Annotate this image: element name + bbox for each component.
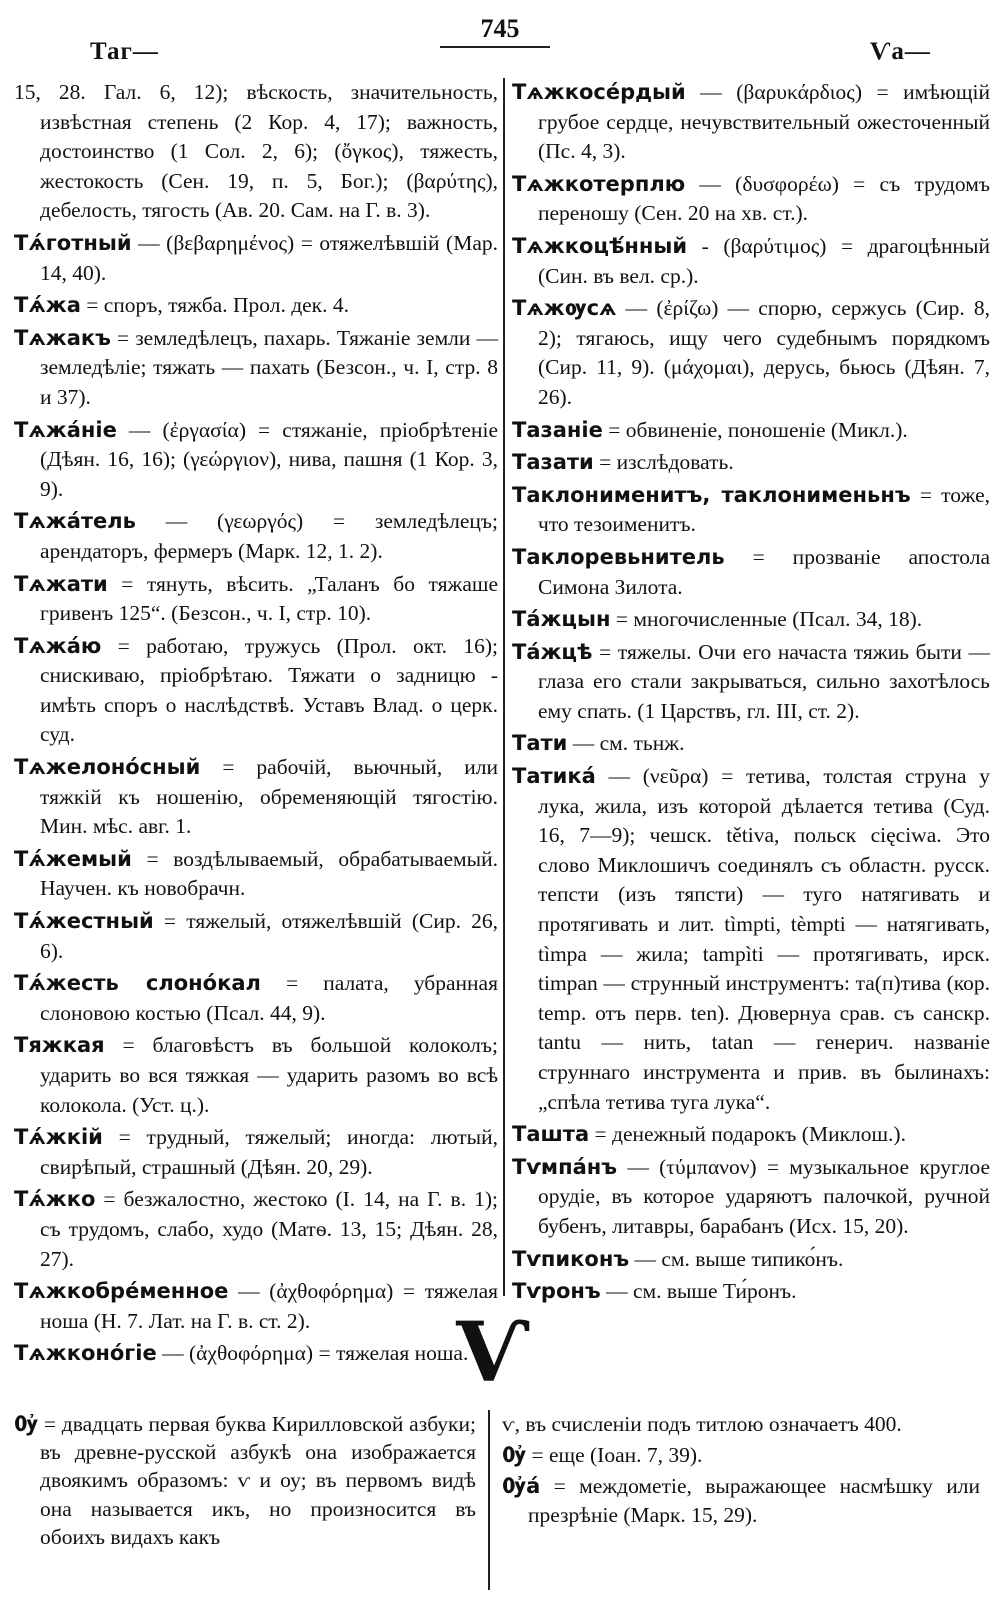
entry-definition: = трудный, тяжелый; иногда: лютый, свирѣпый, страшный (Дѣян. 20, 29). — [40, 1125, 498, 1179]
entry-definition: — (γεωργός) = земледѣлецъ; арендаторъ, фермеръ (Марк. 12, 1. 2). — [40, 509, 498, 563]
dictionary-entry — [14, 1123, 498, 1182]
dictionary-entry — [14, 291, 498, 321]
entry-definition: — см. выше типико́нъ. — [629, 1246, 844, 1271]
entry-definition: = тяжелы. Очи его начаста тяжиь быти — глаза его стали закрываться, сильно захотѣлось ему спать. (1 Царствъ, гл. III, ст. 2). — [538, 639, 990, 723]
right-column — [512, 78, 990, 1310]
entry-headword: Тяжкая — [14, 1033, 105, 1058]
entry-definition: ѵ, въ счисленіи подъ титлою означаетъ 400. — [502, 1412, 902, 1436]
bottom-column-divider — [488, 1410, 490, 1590]
dictionary-entry — [14, 753, 498, 842]
entry-headword: Тѧжкоцѣ́нный — [512, 233, 688, 258]
entry-definition: — (βαρυκάρδιος) = имѣющій грубое сердце, нечувствительный ожесточенный (Пс. 4, 3). — [538, 80, 990, 164]
entry-definition: — (νεῦρα) = тетива, толстая струна у лука, жила, изъ которой дѣлается тетива (Суд. 16, 7—9); чешск. tětiva, польск cięciwa. Это слово Миклошичъ соединялъ съ областн. русск. тепсти (изъ тяпсти) — туго натягивать и протягивать и лит. tìmpti, tèmpti — натягивать, tìmpa — жила; tampìti — протягивать, ирск. timpan — струнный инструментъ: та(п)тива (кор. temp. отъ перв. ten). Дювернуа срав. съ санскр. tantu — нить, tatan — генерич. названіе струннаго инструмента и прив. въ былинахъ: „спѣла тетива туга лука“. — [538, 764, 990, 1114]
entry-headword: Та́жцѣ — [512, 639, 593, 664]
entry-definition: = рабочій, вьючный, или тяжкій къ ношенію, обременяющій тягостію. Мин. мѣс. авг. 1. — [40, 755, 498, 839]
entry-definition: — (ἐργασία) = стяжаніе, пріобрѣтеніе (Дѣян. 16, 16); (γεώργιον), нива, пашня (1 Кор. 3, 9). — [40, 417, 498, 501]
entry-definition: = работаю, тружусь (Прол. окт. 16); снискиваю, пріобрѣтаю. Тяжати о задницю - имѣть споръ о наслѣдствѣ. Уставъ Влад. о церк. суд. — [40, 633, 498, 747]
entry-definition: = тянуть, вѣсить. „Таланъ бо тяжаше гривенъ 125“. (Безсон., ч. I, стр. 10). — [40, 571, 498, 626]
bottom-right-column — [502, 1410, 980, 1532]
entry-definition: — (ἐρίζω) — спорю, сержусь (Сир. 8, 2); тягаюсь, ищу чего судебнымъ порядкомъ (Сир. 11, 9). (μάχομαι), дерусь, бьюсь (Дѣян. 7, 26). — [538, 296, 990, 409]
dictionary-entry — [512, 170, 990, 229]
dictionary-entry — [512, 605, 990, 635]
entry-headword: Тѧжконо́гіе — [14, 1341, 157, 1366]
entry-headword: Тѧжа́тель — [14, 509, 136, 534]
dictionary-entry — [14, 845, 498, 904]
dictionary-entry — [502, 1441, 980, 1469]
entry-definition: = споръ, тяжба. Прол. дек. 4. — [80, 293, 349, 318]
entry-definition: = благовѣстъ въ большой колоколъ; ударить во вся тяжкая — ударить разомъ во всѣ колокола. (Уст. ц.). — [40, 1033, 498, 1117]
entry-definition: = воздѣлываемый, обрабатываемый. Научен. къ новобрачн. — [40, 846, 498, 901]
dictionary-entry — [512, 1153, 990, 1242]
entry-headword: Тѵпиконъ — [512, 1246, 630, 1271]
entry-headword: Тѧжа́ніе — [14, 417, 117, 442]
entry-headword: Тѧ́готный — [14, 230, 132, 255]
dictionary-entry — [14, 1277, 498, 1336]
entry-definition: — (ἀχθοφόρημα) = тяжелая ноша. — [156, 1341, 469, 1366]
entry-headword: Ѹ҆ — [14, 1412, 39, 1436]
entry-definition: = еще (Іоан. 7, 39). — [526, 1443, 703, 1468]
entry-headword: Тазати — [512, 450, 594, 475]
dictionary-entry — [14, 416, 498, 505]
dictionary-entry — [14, 229, 498, 288]
entry-headword: Таштa — [512, 1122, 590, 1147]
entry-definition: = безжалостно, жестоко (І. 14, на Г. в. 1); съ трудомъ, слабо, худо (Матѳ. 13, 15; Дѣян. 28, 27). — [40, 1187, 498, 1271]
entry-definition: = обвиненіе, поношеніе (Микл.). — [602, 417, 908, 442]
dictionary-entry — [512, 1120, 990, 1150]
entry-definition: — (βεβαρημένος) = отяжелѣвшій (Мар. 14, 40). — [40, 230, 498, 285]
entry-definition: = земледѣлецъ, пахарь. Тяжаніе земли — земледѣліе; тяжать — пахать (Безсон., ч. I, стр. 8 и 37). — [40, 325, 498, 409]
dictionary-entry — [14, 969, 498, 1028]
entry-definition: = двадцать первая буква Кирилловской азбуки; въ древне-русской азбукѣ она изображается двоякимъ образомъ: ѵ и оу; въ первомъ видѣ она называется икъ, но произносится въ обоихъ видахъ какъ — [38, 1412, 476, 1549]
dictionary-entry — [14, 1185, 498, 1274]
column-divider — [503, 78, 505, 1296]
entry-definition: = денежный подарокъ (Миклош.). — [589, 1122, 906, 1147]
running-head-right: Ѵа— — [870, 38, 931, 65]
entry-headword: Тѧ́жестный — [14, 909, 154, 934]
dictionary-entry — [512, 729, 990, 759]
entry-headword: Тѧжелоно́сный — [14, 755, 201, 780]
entry-headword: Тѧжкосе́рдый — [512, 80, 686, 104]
dictionary-entry — [512, 481, 990, 540]
entry-definition: = многочисленные (Псал. 34, 18). — [610, 607, 923, 632]
section-letter: Ѵ — [455, 1305, 531, 1401]
entry-definition: — см. тьнж. — [567, 731, 685, 756]
dictionary-entry — [14, 632, 498, 750]
entry-definition: — (δυσφορέω) = съ трудомъ переношу (Сен. 20 на хв. ст.). — [538, 171, 990, 226]
dictionary-entry — [512, 762, 990, 1117]
entry-headword: Тѧ́жемый — [14, 846, 132, 871]
entry-headword: Тѧжа́ю — [14, 633, 102, 658]
dictionary-entry — [512, 1245, 990, 1275]
dictionary-entry — [14, 78, 498, 226]
entry-headword: Ѹ҆ — [502, 1443, 527, 1468]
bottom-left-column — [14, 1410, 476, 1554]
dictionary-entry — [512, 78, 990, 167]
dictionary-entry — [512, 232, 990, 291]
entry-headword: Тѧ́жесть слоно́кал — [14, 971, 261, 996]
dictionary-entry — [14, 570, 498, 629]
entry-definition: — см. выше Ти́ронъ. — [600, 1279, 797, 1304]
entry-definition: - (βαρύτιμος) = драгоцѣнный (Син. въ вел. ср.). — [538, 233, 990, 288]
dictionary-entry — [14, 1031, 498, 1120]
entry-headword: Тѵмпа́нъ — [512, 1154, 618, 1179]
entry-definition: = тяжелый, отяжелѣвшій (Сир. 26, 6). — [40, 909, 498, 963]
entry-headword: Тазаніе — [512, 417, 603, 442]
entry-headword: Татика́ — [512, 764, 596, 789]
dictionary-entry — [512, 638, 990, 727]
dictionary-entry — [512, 294, 990, 412]
entry-definition: 15, 28. Гал. 6, 12); вѣскость, значительность, извѣстная степень (2 Кор. 4, 17); важность, достоинство (1 Сол. 2, 6); (ὄγκος), тяжесть, жестокость (Сен. 19, п. 5, Бог.); (βαρύτης), дебелость, тягость (Ав. 20. Сам. на Г. в. 3). — [14, 80, 498, 223]
entry-headword: Тѧ́жкій — [14, 1125, 103, 1150]
dictionary-entry — [14, 1339, 498, 1369]
dictionary-entry — [512, 416, 990, 446]
dictionary-entry — [14, 324, 498, 413]
dictionary-entry — [502, 1410, 980, 1438]
entry-definition: = палата, убранная слоновою костью (Псал. 44, 9). — [40, 971, 498, 1025]
entry-headword: Тѧжакъ — [14, 325, 111, 350]
running-head-left: Таг— — [90, 38, 159, 65]
entry-definition: = изслѣдовать. — [593, 450, 734, 475]
entry-headword: Тѧжкобре́менное — [14, 1279, 229, 1304]
entry-headword: Тѵронъ — [512, 1279, 601, 1304]
entry-definition: — (τύμπανον) = музыкальное круглое орудіе, въ которое ударяютъ палочкой, ручной бубенъ, литавры, барабанъ (Исх. 15, 20). — [538, 1154, 990, 1238]
dictionary-entry — [14, 507, 498, 566]
entry-headword: Тѧжкотерплю — [512, 171, 686, 196]
entry-definition: = междометіе, выражающее насмѣшку или презрѣніе (Марк. 15, 29). — [528, 1474, 980, 1527]
dictionary-entry — [502, 1472, 980, 1528]
left-column — [14, 78, 498, 1372]
header-rule — [440, 46, 550, 48]
entry-headword: Тати — [512, 731, 568, 756]
dictionary-entry — [512, 1277, 990, 1307]
entry-headword: Тѧжѹсѧ — [512, 296, 617, 321]
dictionary-entry — [512, 448, 990, 478]
page-number: 745 — [480, 14, 520, 43]
entry-headword: Тѧжати — [14, 571, 108, 596]
entry-headword: Тѧ́жа — [14, 293, 81, 318]
dictionary-entry — [14, 1410, 476, 1551]
entry-headword: Ѹ҆а́ — [502, 1474, 541, 1499]
dictionary-entry — [14, 907, 498, 966]
entry-headword: Та́жцын — [512, 607, 611, 632]
entry-headword: Таклонименитъ, таклонименьнъ — [512, 482, 911, 507]
entry-definition: — (ἀχθοφόρημα) = тяжелая ноша (Н. 7. Лат. на Г. в. ст. 2). — [40, 1279, 498, 1333]
dictionary-entry — [512, 543, 990, 602]
entry-definition: = тоже, что тезоименитъ. — [538, 482, 990, 537]
entry-definition: = прозваніе апостола Симона Зилота. — [538, 544, 990, 599]
entry-headword: Тѧ́жко — [14, 1187, 96, 1212]
entry-headword: Таклоревьнитель — [512, 544, 725, 569]
